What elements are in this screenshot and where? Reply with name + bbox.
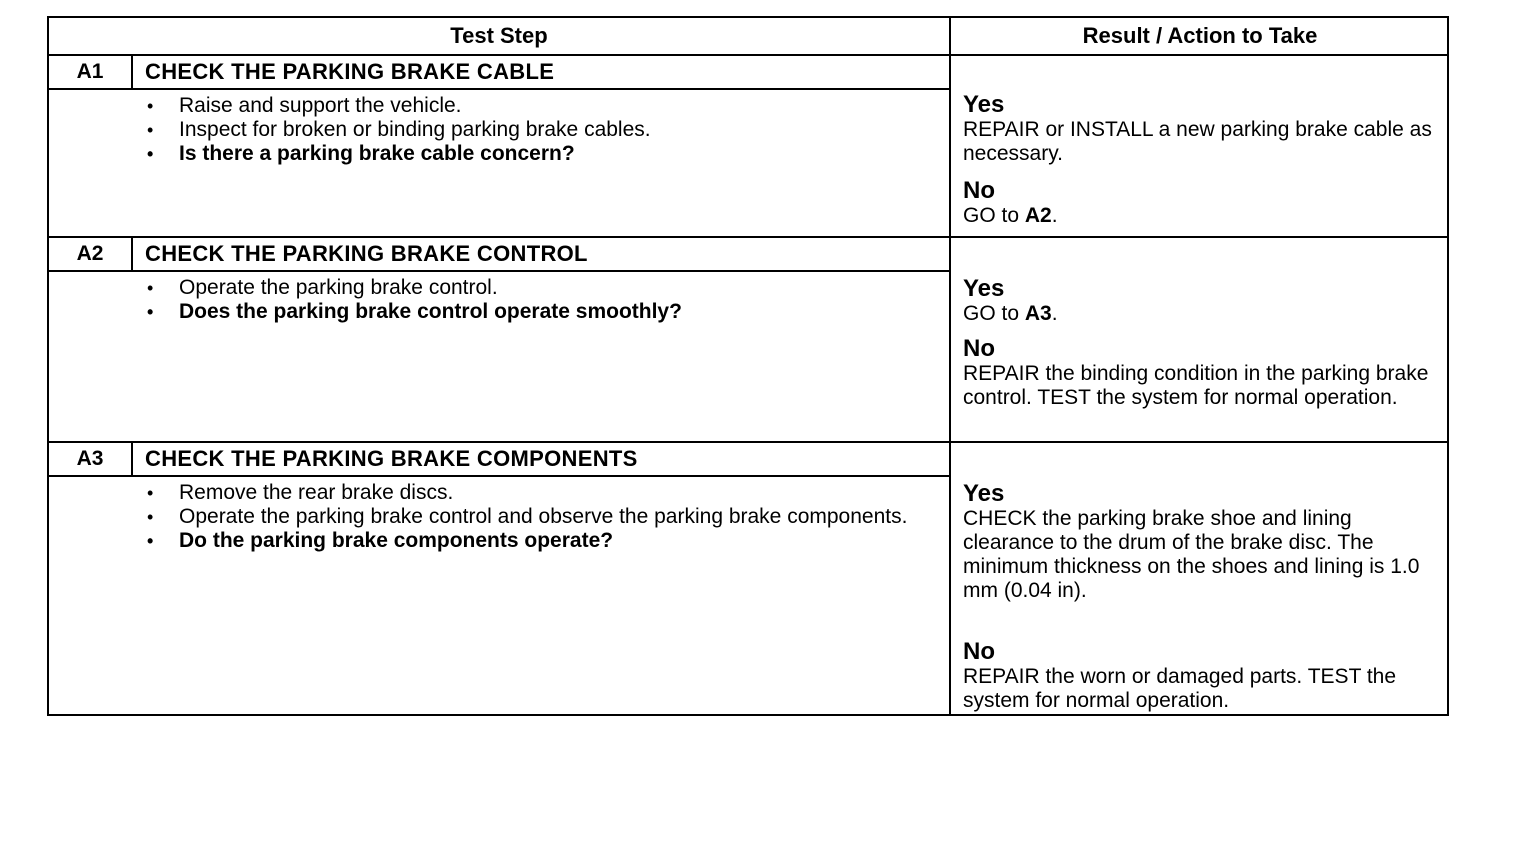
no-action: GO to A2. — [963, 204, 1058, 227]
result-no — [963, 178, 1443, 228]
step-a1 — [49, 56, 1447, 236]
step-id: A1 — [49, 56, 133, 88]
step-question: • Do the parking brake components operate? — [147, 529, 614, 552]
step-bullets — [143, 481, 933, 553]
step-a3 — [49, 441, 1447, 714]
bullet-icon: • — [147, 144, 154, 164]
no-label: No — [963, 638, 995, 665]
bullet-icon: • — [147, 483, 154, 503]
header-test-step: Test Step — [450, 23, 548, 48]
diagnostic-table — [47, 16, 1449, 716]
step-question: • Does the parking brake control operate smoothly? — [147, 300, 682, 323]
no-label: No — [963, 335, 995, 362]
bullet-icon: • — [147, 302, 154, 322]
step-a2 — [49, 236, 1447, 441]
yes-action: GO to A3. — [963, 302, 1058, 325]
step-header — [49, 56, 949, 90]
step-id: A3 — [49, 443, 133, 475]
step-title: CHECK THE PARKING BRAKE CABLE — [145, 59, 555, 84]
list-item: • Operate the parking brake control. — [147, 276, 498, 299]
list-item: • Remove the rear brake discs. — [147, 481, 454, 504]
no-label: No — [963, 177, 995, 204]
bullet-icon: • — [147, 278, 154, 298]
step-header — [49, 238, 949, 272]
list-item: • Operate the parking brake control and observe the parking brake components. — [147, 505, 908, 528]
result-yes — [963, 276, 1443, 326]
yes-action: REPAIR or INSTALL a new parking brake cable as necessary. — [963, 118, 1432, 165]
table-header — [49, 18, 1447, 56]
result-no — [963, 639, 1443, 713]
yes-label: Yes — [963, 275, 1005, 302]
header-result-action: Result / Action to Take — [1082, 23, 1318, 48]
step-question: • Is there a parking brake cable concern? — [147, 142, 575, 165]
yes-label: Yes — [963, 91, 1005, 118]
yes-action: CHECK the parking brake shoe and lining clearance to the drum of the brake disc. The minimum thickness on the shoes and lining is 1.0 mm (0.04 in). — [963, 507, 1420, 602]
step-title: CHECK THE PARKING BRAKE COMPONENTS — [145, 446, 638, 471]
bullet-icon: • — [147, 531, 154, 551]
result-yes — [963, 92, 1443, 166]
step-bullets — [143, 276, 933, 324]
yes-label: Yes — [963, 480, 1005, 507]
no-action: REPAIR the binding condition in the parking brake control. TEST the system for normal operation. — [963, 362, 1429, 409]
bullet-icon: • — [147, 120, 154, 140]
result-yes — [963, 481, 1443, 603]
step-header — [49, 443, 949, 477]
no-action: REPAIR the worn or damaged parts. TEST the system for normal operation. — [963, 665, 1397, 712]
result-no — [963, 336, 1443, 410]
step-bullets — [143, 94, 933, 166]
step-reference: A3 — [1024, 302, 1052, 325]
list-item: • Raise and support the vehicle. — [147, 94, 462, 117]
step-id: A2 — [49, 238, 133, 270]
step-title: CHECK THE PARKING BRAKE CONTROL — [145, 241, 588, 266]
step-reference: A2 — [1024, 204, 1052, 227]
bullet-icon: • — [147, 507, 154, 527]
list-item: • Inspect for broken or binding parking brake cables. — [147, 118, 651, 141]
bullet-icon: • — [147, 96, 154, 116]
